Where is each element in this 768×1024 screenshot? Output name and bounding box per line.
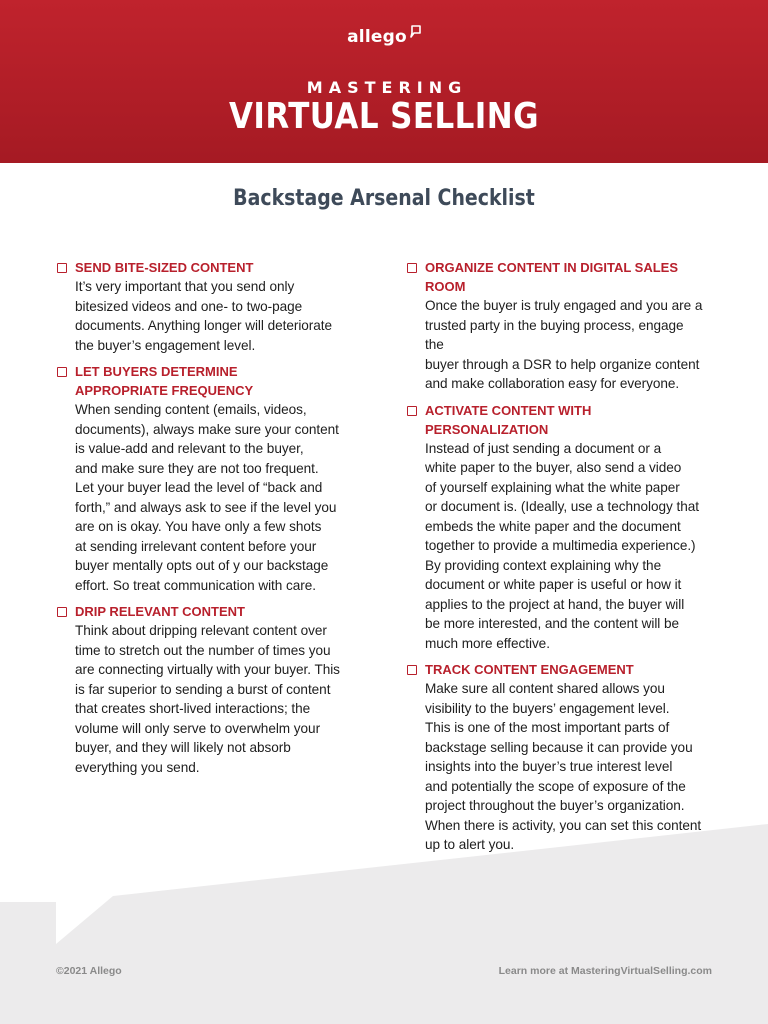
body-line: Once the buyer is truly engaged and you are a xyxy=(425,298,703,313)
body-line: document or white paper is useful or how it xyxy=(425,577,682,592)
body-line: applies to the project at hand, the buyer will xyxy=(425,596,685,612)
body-line: are connecting virtually with your buyer. This xyxy=(75,662,340,677)
body-line: visibility to the buyers’ engagement level. xyxy=(425,700,670,716)
checklist-item-body xyxy=(75,621,356,777)
checklist-item-body xyxy=(75,277,356,355)
body-line: buyer, and they will likely not absorb xyxy=(75,740,291,755)
body-line: It’s very important that you send only xyxy=(75,279,295,294)
body-line: documents. Anything longer will deteriorate xyxy=(75,318,333,333)
checkbox-icon[interactable] xyxy=(407,406,417,416)
body-line: Instead of just sending a document or a xyxy=(425,440,662,456)
copyright-text: ©2021 Allego xyxy=(56,965,122,977)
body-line: are on is okay. You have only a few shots xyxy=(75,519,322,534)
page-title: Backstage Arsenal Checklist xyxy=(233,186,535,211)
body-line: Make sure all content shared allows you xyxy=(425,681,665,696)
checklist-item-heading: TRACK CONTENT ENGAGEMENT xyxy=(425,662,634,677)
checklist-item-heading-row xyxy=(406,401,706,439)
body-line: When sending content (emails, videos, xyxy=(75,402,307,417)
body-line: that creates short-lived interactions; the xyxy=(75,701,311,716)
body-line: trusted party in the buying process, engage the xyxy=(425,317,684,352)
body-line: embeds the white paper and the document xyxy=(425,518,681,534)
checklist-item-heading-row xyxy=(406,660,706,679)
checkbox-icon[interactable] xyxy=(57,263,67,273)
learn-more-link[interactable]: Learn more at MasteringVirtualSelling.com xyxy=(498,965,712,977)
body-line: forth,” and always ask to see if the level you xyxy=(75,499,337,515)
checklist-item xyxy=(56,602,356,777)
checklist-item-heading: ACTIVATE CONTENT WITH PERSONALIZATION xyxy=(425,402,592,437)
checkbox-icon[interactable] xyxy=(57,367,67,377)
checklist-item-heading: LET BUYERS DETERMINE APPROPRIATE FREQUENCY xyxy=(75,364,254,398)
speech-bubble-icon xyxy=(409,25,421,39)
checklist-item-heading-row xyxy=(406,258,706,296)
body-line: much more effective. xyxy=(425,635,550,651)
body-line: white paper to the buyer, also send a video xyxy=(425,460,682,475)
banner-kicker: MASTERING xyxy=(306,78,468,97)
checkbox-icon[interactable] xyxy=(407,665,417,675)
body-line: or document is. (Ideally, use a technology that xyxy=(425,499,699,514)
checklist-item xyxy=(56,362,356,595)
body-line: of yourself explaining what the white paper xyxy=(425,479,680,495)
checklist-item xyxy=(56,258,356,355)
right-checklist-column xyxy=(406,258,706,862)
body-line: By providing context explaining why the xyxy=(425,557,662,573)
checklist-item-heading-row xyxy=(56,362,356,400)
body-line: up to alert you. xyxy=(425,837,515,852)
checklist-item-heading-row xyxy=(56,258,356,277)
body-line: is value-add and relevant to the buyer, xyxy=(75,441,304,456)
body-line: Think about dripping relevant content over xyxy=(75,623,327,638)
body-line: and potentially the scope of exposure of the xyxy=(425,778,686,794)
checklist-item xyxy=(406,258,706,394)
checklist-item-body xyxy=(75,400,356,595)
allego-logo[interactable] xyxy=(0,27,768,47)
body-line: project throughout the buyer’s organization. xyxy=(425,798,685,813)
body-line: is far superior to sending a burst of content xyxy=(75,681,331,697)
body-line: and make collaboration easy for everyone. xyxy=(425,376,680,391)
logo-text: allego xyxy=(347,27,407,47)
footer-background xyxy=(0,820,768,1024)
checklist-item-heading: ORGANIZE CONTENT IN DIGITAL SALES ROOM xyxy=(425,260,679,294)
checklist-item-heading-row xyxy=(56,602,356,621)
header-banner xyxy=(0,0,768,163)
body-line: insights into the buyer’s true interest level xyxy=(425,759,673,774)
body-line: backstage selling because it can provide you xyxy=(425,739,693,755)
checklist-item-body xyxy=(425,439,706,654)
checkbox-icon[interactable] xyxy=(407,263,417,273)
checklist-item-heading: SEND BITE-SIZED CONTENT xyxy=(75,260,254,275)
body-line: everything you send. xyxy=(75,759,200,775)
body-line: the buyer’s engagement level. xyxy=(75,337,256,353)
banner-headline: VIRTUAL SELLING xyxy=(229,96,539,137)
body-line: documents), always make sure your content xyxy=(75,421,339,437)
checklist-item-heading: DRIP RELEVANT CONTENT xyxy=(75,604,245,619)
left-checklist-column xyxy=(56,258,356,784)
body-line: and make sure they are not too frequent. xyxy=(75,460,319,476)
body-line: time to stretch out the number of times you xyxy=(75,642,331,658)
body-line: volume will only serve to overwhelm your xyxy=(75,720,321,736)
body-line: bitesized videos and one- to two-page xyxy=(75,298,303,314)
body-line: Let your buyer lead the level of “back and xyxy=(75,480,323,495)
checkbox-icon[interactable] xyxy=(57,607,67,617)
body-line: buyer through a DSR to help organize content xyxy=(425,356,700,372)
body-line: buyer mentally opts out of y our backstage xyxy=(75,558,329,573)
body-line: together to provide a multimedia experience.) xyxy=(425,538,696,553)
body-line: at sending irrelevant content before your xyxy=(75,538,317,554)
body-line: This is one of the most important parts of xyxy=(425,720,670,735)
checklist-item-body xyxy=(425,296,706,394)
checklist-item xyxy=(406,401,706,654)
body-line: When there is activity, you can set this content xyxy=(425,817,702,833)
body-line: effort. So treat communication with care. xyxy=(75,577,316,593)
body-line: be more interested, and the content will be xyxy=(425,616,680,631)
